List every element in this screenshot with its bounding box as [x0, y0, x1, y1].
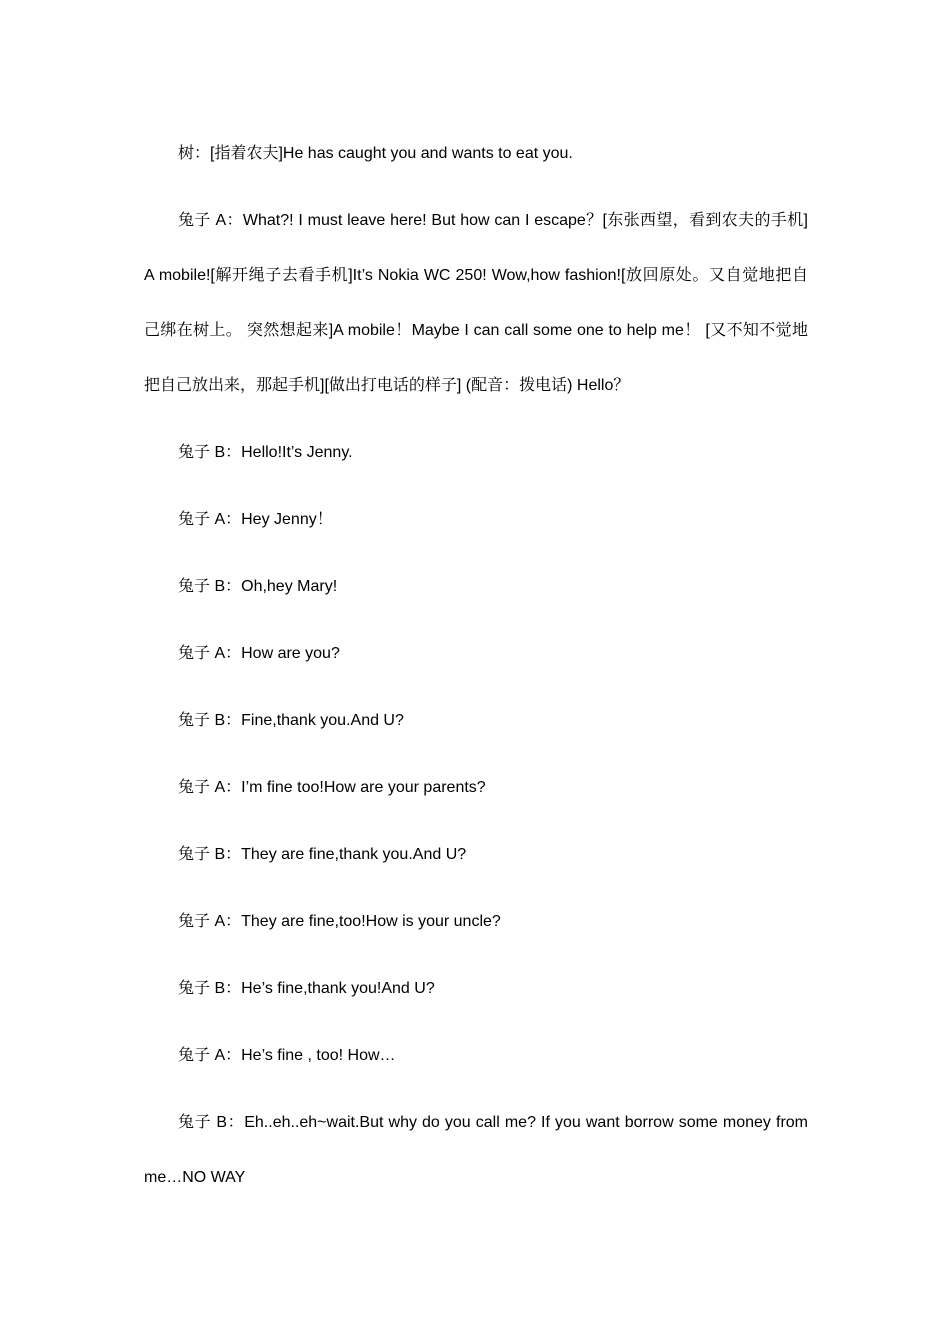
document-body	[144, 126, 808, 1217]
paragraph-rabbit-a-escape: 兔子 A：What?! I must leave here! But how can I escape？[东张西望，看到农夫的手机]A mobile![解开绳子去看手机]It’s Nokia WC 250! Wow,how fashion![放回原处。又自觉地把自己绑在树上。 突然想起来]A mobile！Maybe I can call some one to help me！ [又不知不觉地把自己放出来，那起手机][做出打电话的样子] (配音：拨电话) Hello？	[144, 212, 808, 394]
paragraph-rabbit-a-how: 兔子 A：He’s fine , too! How…	[178, 1047, 396, 1064]
paragraph-rabbit-b-parents-fine: 兔子 B：They are fine,thank you.And U?	[178, 846, 467, 863]
paragraph-rabbit-b-oh-hey: 兔子 B：Oh,hey Mary!	[178, 578, 338, 595]
paragraph-rabbit-a-how-are-you: 兔子 A：How are you?	[178, 645, 340, 662]
paragraph-rabbit-b-no-way: 兔子 B：Eh..eh..eh~wait.But why do you call me? If you want borrow some money from me…NO WAY	[144, 1114, 808, 1186]
paragraph-rabbit-a-hey: 兔子 A：Hey Jenny！	[178, 511, 333, 528]
paragraph-tree-line: 树：[指着农夫]He has caught you and wants to eat you.	[178, 145, 573, 162]
paragraph-rabbit-a-parents: 兔子 A：I’m fine too!How are your parents?	[178, 779, 486, 796]
paragraph-rabbit-a-uncle: 兔子 A：They are fine,too!How is your uncle?	[178, 913, 501, 930]
paragraph-rabbit-b-hello: 兔子 B：Hello!It’s Jenny.	[178, 444, 353, 461]
paragraph-rabbit-b-fine: 兔子 B：Fine,thank you.And U?	[178, 712, 404, 729]
paragraph-rabbit-b-uncle-fine: 兔子 B：He’s fine,thank you!And U?	[178, 980, 435, 997]
